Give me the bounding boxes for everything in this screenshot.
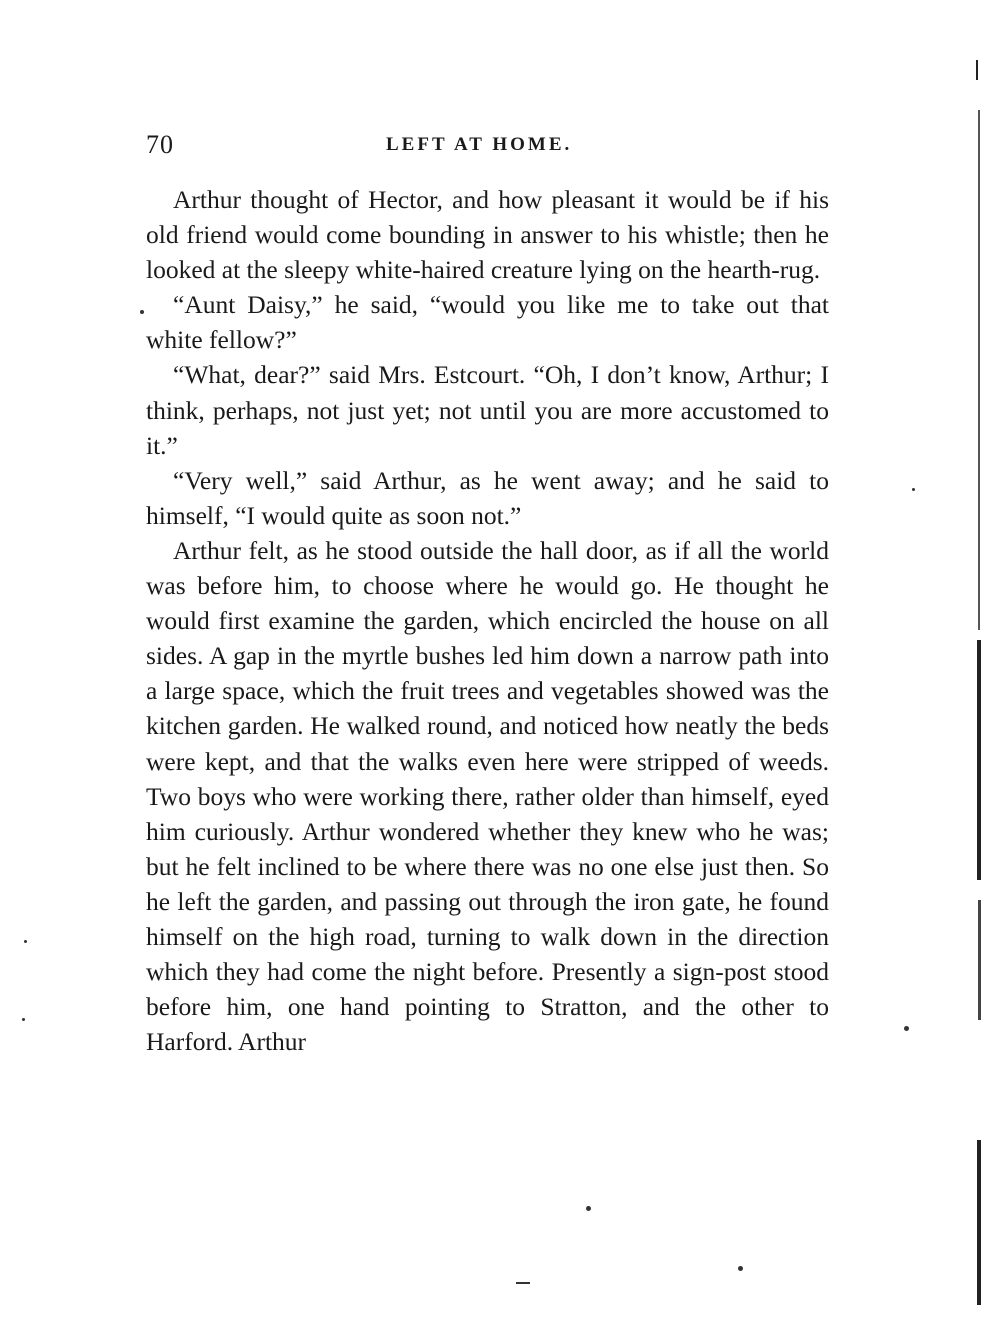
body-text xyxy=(146,182,829,1059)
scan-speck xyxy=(140,310,144,314)
scan-edge-mark xyxy=(977,1140,981,1305)
paragraph: Arthur felt, as he stood outside the hall door, as if all the world was before him, to choose where he would go. He thought he would first examine the garden, which encircled the house on all sides. A gap in the myrtle bushes led him down a narrow path into a large space, which the fruit trees and vegetables showed was the kitchen garden. He walked round, and noticed how neatly the beds were kept, and that the walks even here were stripped of weeds. Two boys who were working there, rather older than himself, eyed him curiously. Arthur wondered whether they knew who he was; but he felt inclined to be where there was no one else just then. So he left the garden, and passing out through the iron gate, he found himself on the high road, turning to walk down in the direction which they had come the night before. Presently a sign-post stood before him, one hand pointing to Stratton, and the other to Harford. Arthur xyxy=(146,535,829,1057)
scan-speck xyxy=(22,1018,25,1021)
paragraph: “What, dear?” said Mrs. Estcourt. “Oh, I don’t know, Arthur; I think, perhaps, not just yet; not until you are more accustomed to it.” xyxy=(146,360,829,460)
scan-speck xyxy=(738,1266,743,1271)
running-head xyxy=(146,130,836,164)
paragraph: “Aunt Daisy,” he said, “would you like me to take out that white fellow?” xyxy=(146,290,829,355)
scan-edge-mark xyxy=(978,900,981,1020)
page-number: 70 xyxy=(146,130,174,159)
scan-speck xyxy=(904,1026,909,1031)
paragraph: Arthur thought of Hector, and how pleasant it would be if his old friend would come bounding in answer to his whistle; then he looked at the sleepy white-haired creature lying on the hearth-rug. xyxy=(146,185,829,285)
scan-speck xyxy=(516,1282,530,1284)
paragraph: “Very well,” said Arthur, as he went away; and he said to himself, “I would quite as soon not.” xyxy=(146,465,829,530)
running-title: LEFT AT HOME. xyxy=(386,134,573,155)
scan-speck xyxy=(912,488,915,491)
scan-speck xyxy=(586,1206,591,1211)
scan-edge-mark xyxy=(976,60,978,80)
scan-edge-mark xyxy=(978,110,980,630)
scan-edge-mark xyxy=(977,640,981,880)
scan-speck xyxy=(24,940,27,943)
